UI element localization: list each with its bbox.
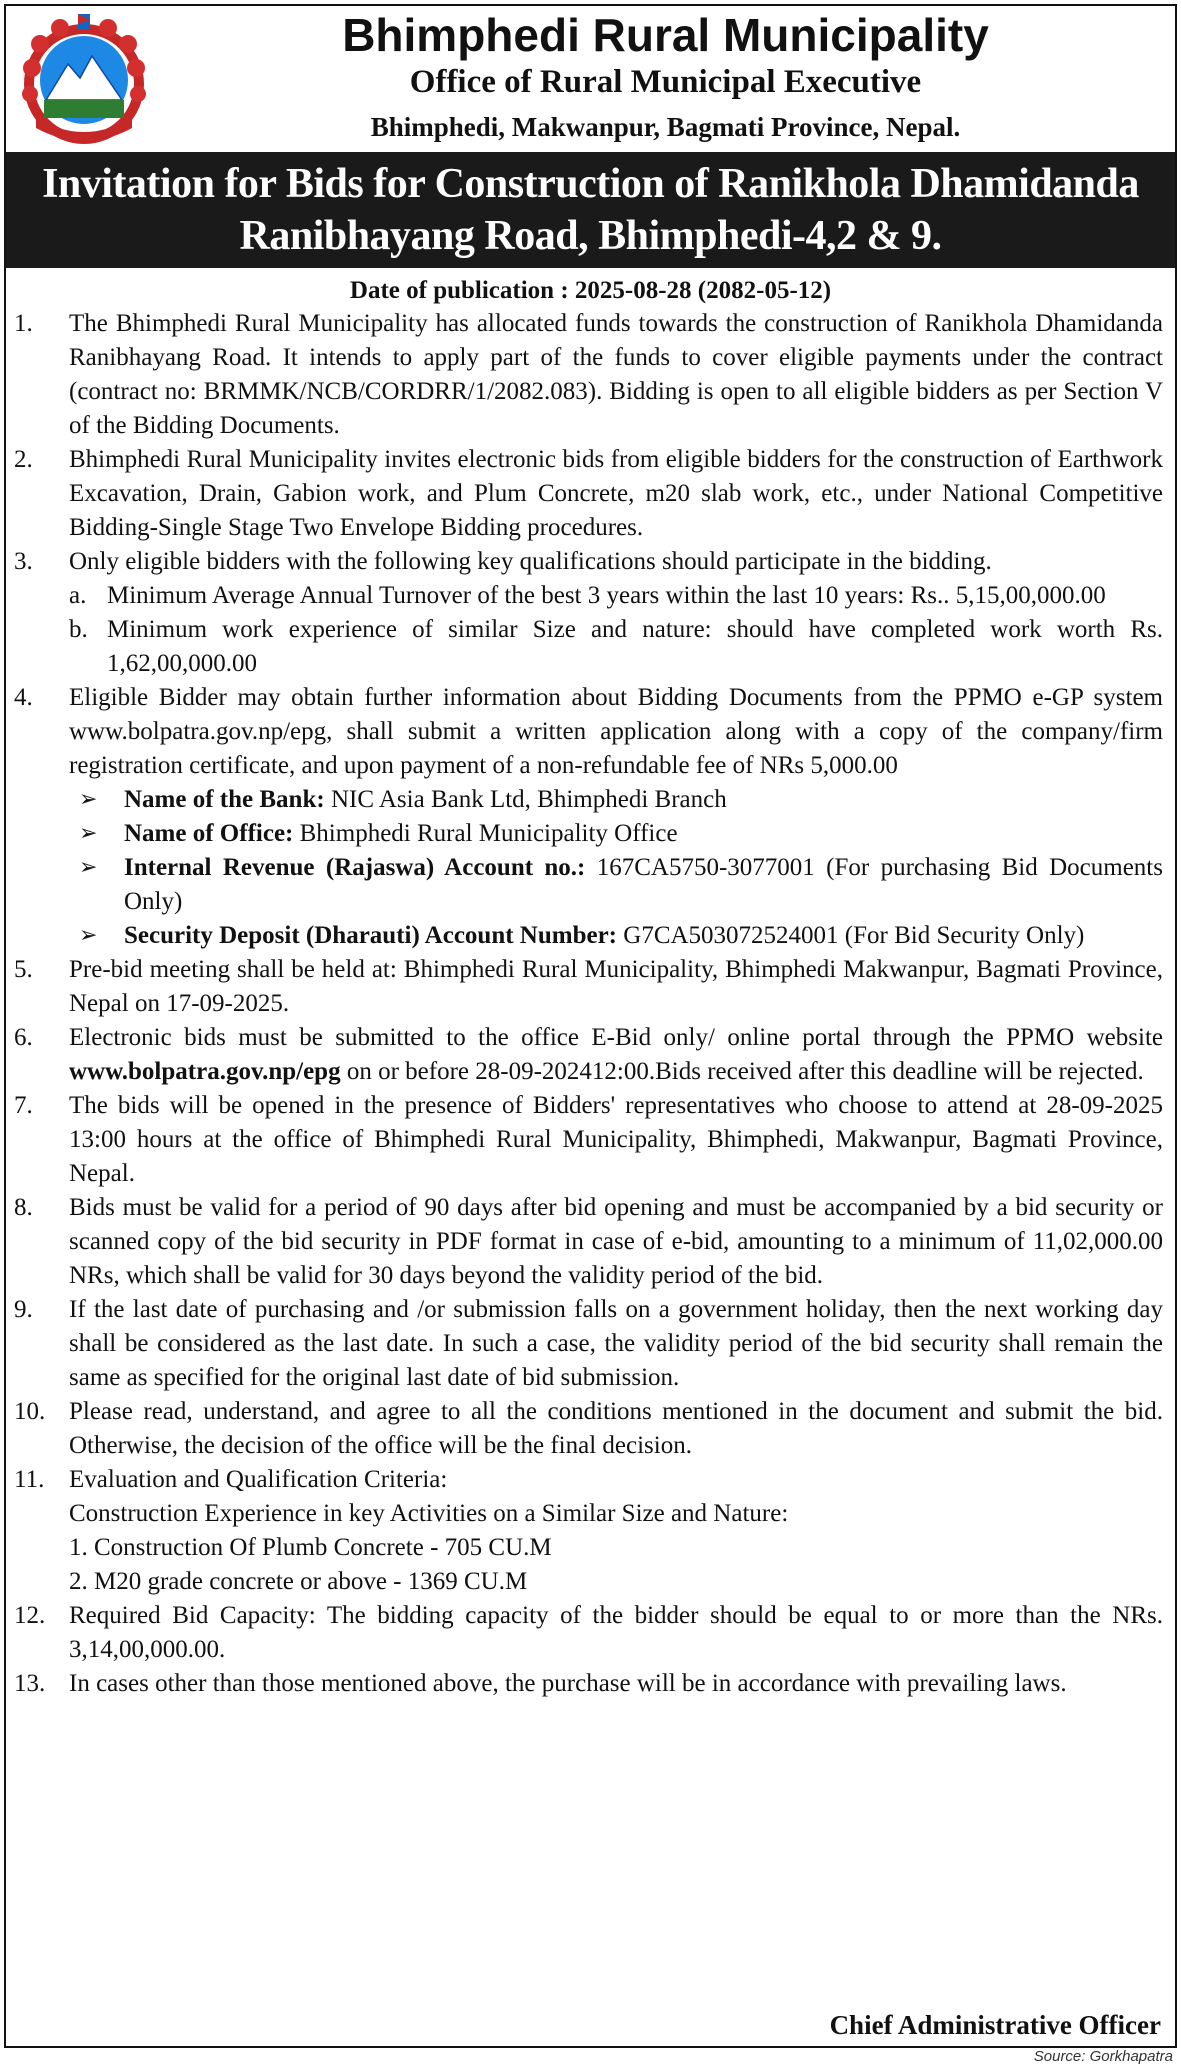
- arrow-bullet-icon: ➢: [79, 821, 98, 846]
- municipality-name: Bhimphedi Rural Municipality: [342, 9, 989, 61]
- list-item-4: 4. Eligible Bidder may obtain further information about Bidding Documents from the PPMO e-GP system www.bolpatra.gov.np/epg, shall submit a written application along with a copy of the company/firm registration certificate, and upon payment of a non-refundable fee of NRs 5,000.00 ➢ Name of the Bank: NIC Asia Bank Ltd, Bhimphedi Branch ➢ Name of Office: Bhimphedi Rural Municipality Office ➢ Internal Revenue (Rajaswa) Account no.: 167CA5750-3077001 (For purchasing Bid Documents Only) ➢ Security Deposit (Dharauti) Account Number: G7CA503072524001 (For Bid Security Only): [14, 681, 1163, 953]
- notice-title-banner: [6, 152, 1175, 268]
- list-item-8: 8. Bids must be valid for a period of 90 days after bid opening and must be accompanied by a bid security or scanned copy of the bid security in PDF format in case of e-bid, amounting to a minimum of 11,02,000.00 NRs, which shall be valid for 30 days beyond the validity period of the bid.: [14, 1194, 1163, 1289]
- list-item-7: 7. The bids will be opened in the presence of Bidders' representatives who choose to attend at 28-09-2025 13:00 hours at the office of Bhimphedi Rural Municipality, Bhimphedi, Makwanpur, Bagmati Province, Nepal.: [14, 1092, 1163, 1187]
- list-item-2: 2. Bhimphedi Rural Municipality invites electronic bids from eligible bidders for the construction of Earthwork Excavation, Drain, Gabion work, and Plum Concrete, m20 slab work, etc., under National Competitive Bidding-Single Stage Two Envelope Bidding procedures.: [14, 446, 1163, 541]
- header: [6, 6, 1175, 152]
- office-name-row: ➢ Name of Office: Bhimphedi Rural Municipality Office: [69, 817, 1163, 851]
- notice-title-line-1: Invitation for Bids for Construction of Ranikhola Dhamidanda: [42, 161, 1139, 207]
- security-deposit-row: ➢ Security Deposit (Dharauti) Account Number: G7CA503072524001 (For Bid Security Only): [69, 919, 1163, 953]
- publication-date: Date of publication : 2025-08-28 (2082-05-12): [349, 277, 832, 304]
- arrow-bullet-icon: ➢: [79, 787, 98, 812]
- bank-name-row: ➢ Name of the Bank: NIC Asia Bank Ltd, Bhimphedi Branch: [69, 783, 1163, 817]
- revenue-account-row: ➢ Internal Revenue (Rajaswa) Account no.: 167CA5750-3077001 (For purchasing Bid Documents Only): [69, 851, 1163, 919]
- list-item-11: 11. Evaluation and Qualification Criteria: Construction Experience in key Activities on a Similar Size and Nature: 1. Construction Of Plumb Concrete - 705 CU.M 2. M20 grade concrete or above - 1369 CU.M: [14, 1466, 789, 1595]
- notice-title-line-2: Ranibhayang Road, Bhimphedi-4,2 & 9.: [239, 213, 942, 259]
- list-item-1: 1. The Bhimphedi Rural Municipality has allocated funds towards the construction of Ranikhola Dhamidanda Ranibhayang Road. It intends to apply part of the funds to cover eligible payments under the contract (contract no: BRMMK/NCB/CORDRR/1/2082.083). Bidding is open to all eligible bidders as per Section V of the Bidding Documents.: [14, 310, 1163, 439]
- list-item-10: 10. Please read, understand, and agree to all the conditions mentioned in the document and submit the bid. Otherwise, the decision of the office will be the final decision.: [14, 1398, 1163, 1459]
- list-item-9: 9. If the last date of purchasing and /or submission falls on a government holiday, then the next working day shall be considered as the last date. In such a case, the validity period of the bid security shall remain the same as specified for the original last date of bid submission.: [14, 1296, 1163, 1391]
- list-item-12: 12. Required Bid Capacity: The bidding capacity of the bidder should be equal to or more than the NRs. 3,14,00,000.00.: [14, 1602, 1163, 1663]
- arrow-bullet-icon: ➢: [79, 923, 98, 948]
- address: Bhimphedi, Makwanpur, Bagmati Province, Nepal.: [370, 112, 961, 142]
- list-item-13: 13. In cases other than those mentioned above, the purchase will be in accordance with prevailing laws.: [14, 1670, 1067, 1697]
- source-credit: Source: Gorkhapatra: [1033, 2048, 1173, 2065]
- office-name: Office of Rural Municipal Executive: [409, 64, 922, 100]
- signature-title: Chief Administrative Officer: [829, 2010, 1161, 2040]
- notice-body: [14, 307, 1163, 1701]
- bolpatra-website: www.bolpatra.gov.np/epg: [69, 1058, 341, 1085]
- nepal-government-emblem-icon: [16, 14, 152, 150]
- list-item-5: 5. Pre-bid meeting shall be held at: Bhimphedi Rural Municipality, Bhimphedi Makwanpur, Bagmati Province, Nepal on 17-09-2025.: [14, 956, 1163, 1017]
- list-item-3: 3. Only eligible bidders with the following key qualifications should participate in the bidding. a. Minimum Average Annual Turnover of the best 3 years within the last 10 years: Rs.. 5,15,00,000.00 b. Minimum work experience of similar Size and nature: should have completed work worth Rs. 1,62,00,000.00: [14, 545, 1163, 681]
- arrow-bullet-icon: ➢: [79, 855, 98, 880]
- qualification-b: b. Minimum work experience of similar Size and nature: should have completed work worth Rs. 1,62,00,000.00: [69, 616, 1163, 677]
- qualification-a: a. Minimum Average Annual Turnover of the best 3 years within the last 10 years: Rs.. 5,15,00,000.00: [69, 582, 1106, 609]
- list-item-6: 6. Electronic bids must be submitted to the office E-Bid only/ online portal through the PPMO website www.bolpatra.gov.np/epg on or before 28-09-202412:00.Bids received after this deadline will be rejected.: [14, 1024, 1163, 1085]
